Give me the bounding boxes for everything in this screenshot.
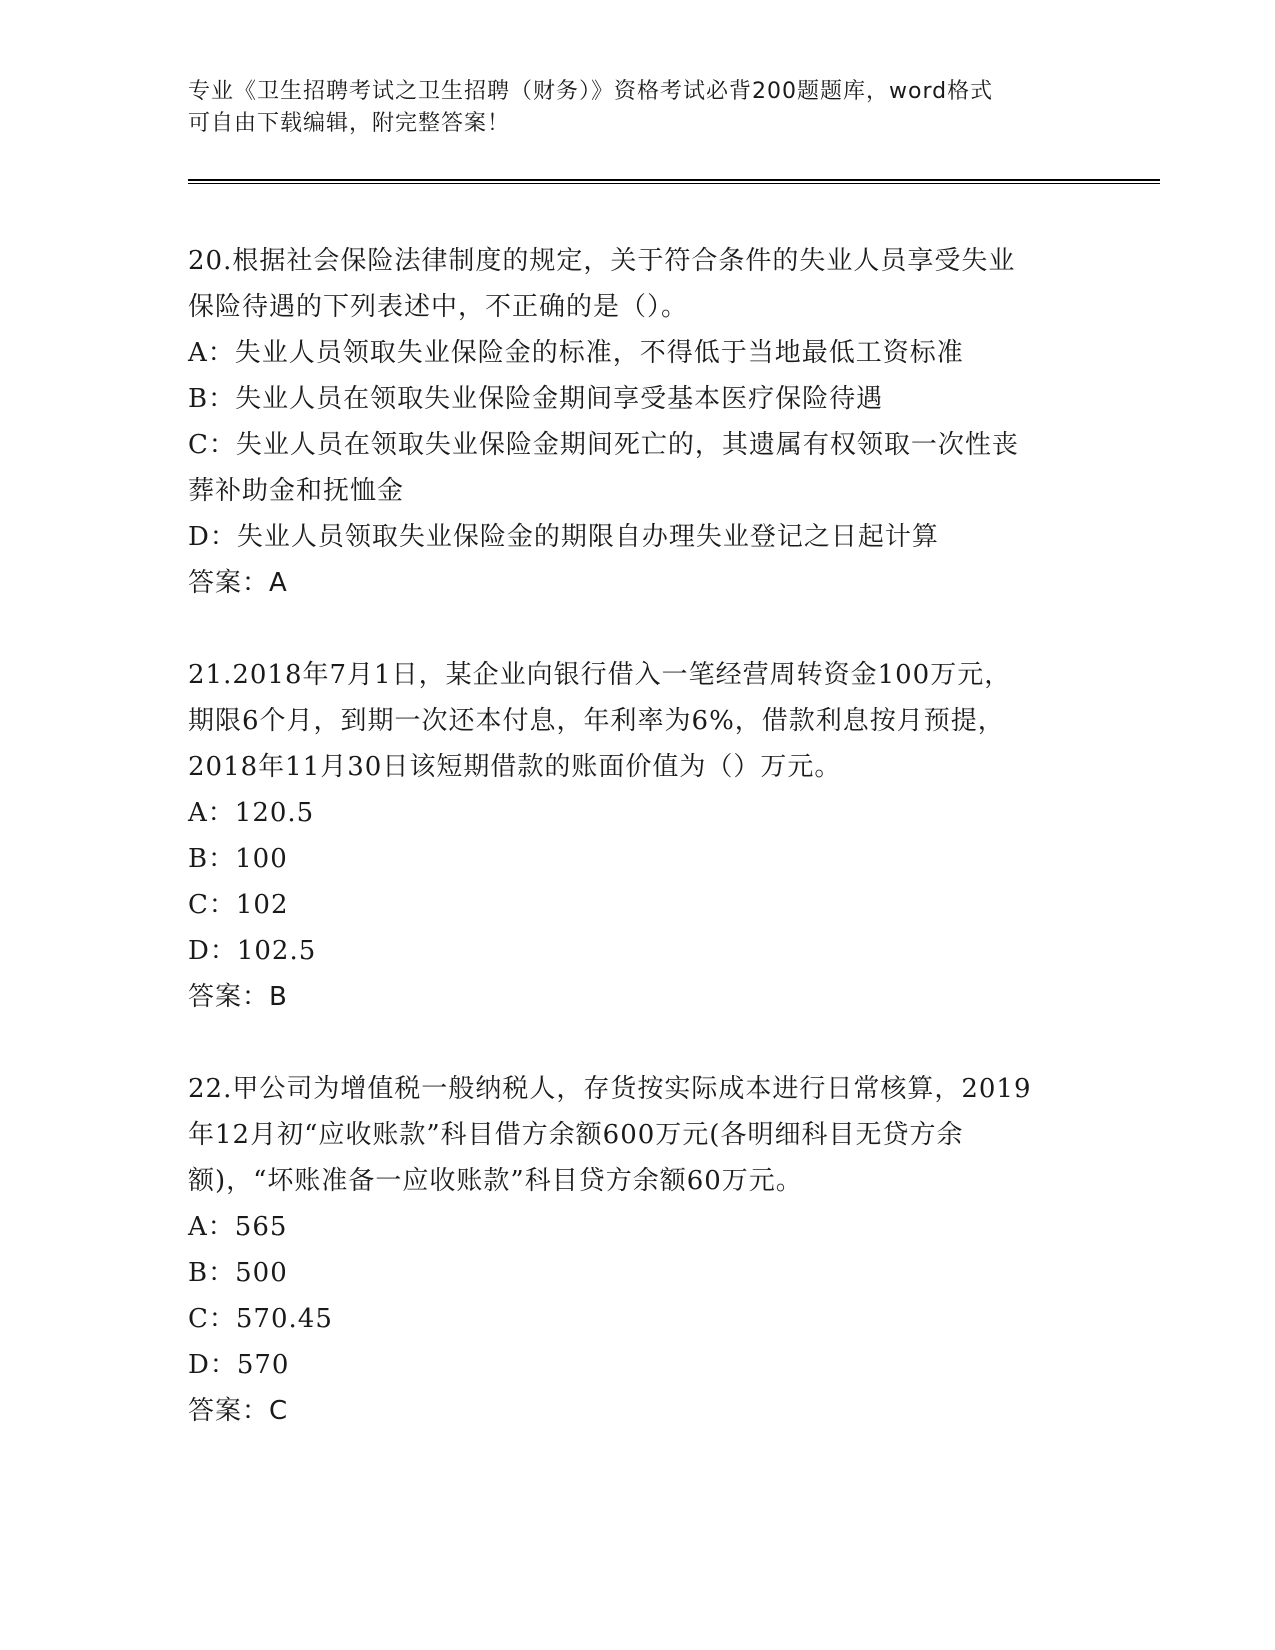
option-b: B：失业人员在领取失业保险金期间享受基本医疗保险待遇 bbox=[188, 384, 884, 414]
header-line-1: 专业《卫生招聘考试之卫生招聘（财务）》资格考试必背200题题库，word格式 bbox=[188, 79, 994, 104]
question-stem-line: 保险待遇的下列表述中，不正确的是（）。 bbox=[188, 292, 689, 322]
question-stem-line: 21.2018年7月1日，某企业向银行借入一笔经营周转资金100万元， bbox=[188, 660, 1012, 690]
option-a: A：120.5 bbox=[188, 798, 315, 828]
header-divider bbox=[188, 179, 1160, 184]
option-b: B：500 bbox=[188, 1258, 288, 1288]
question-20 bbox=[188, 238, 1088, 606]
option-d: D：570 bbox=[188, 1350, 290, 1380]
option-c: C：102 bbox=[188, 890, 289, 920]
option-c-continued: 葬补助金和抚恤金 bbox=[188, 476, 405, 506]
option-c: C：失业人员在领取失业保险金期间死亡的，其遗属有权领取一次性丧 bbox=[188, 430, 1019, 460]
question-stem-line: 2018年11月30日该短期借款的账面价值为（）万元。 bbox=[188, 752, 842, 782]
option-a: A：565 bbox=[188, 1212, 288, 1242]
question-stem-line: 20.根据社会保险法律制度的规定，关于符合条件的失业人员享受失业 bbox=[188, 246, 1016, 276]
answer-label: 答案：C bbox=[188, 1396, 289, 1426]
header-line-2: 可自由下载编辑，附完整答案！ bbox=[188, 111, 511, 136]
question-stem-line: 期限6个月，到期一次还本付息，年利率为6%，借款利息按月预提， bbox=[188, 706, 1005, 736]
question-stem-line: 额)，“坏账准备一应收账款”科目贷方余额60万元。 bbox=[188, 1166, 803, 1196]
option-c: C：570.45 bbox=[188, 1304, 333, 1334]
question-stem-line: 22.甲公司为增值税一般纳税人，存货按实际成本进行日常核算，2019 bbox=[188, 1074, 1032, 1104]
question-list bbox=[188, 238, 1088, 1434]
question-stem-line: 年12月初“应收账款”科目借方余额600万元(各明细科目无贷方余 bbox=[188, 1120, 964, 1150]
question-22 bbox=[188, 1066, 1088, 1434]
option-d: D：失业人员领取失业保险金的期限自办理失业登记之日起计算 bbox=[188, 522, 939, 552]
question-21 bbox=[188, 652, 1088, 1020]
option-d: D：102.5 bbox=[188, 936, 317, 966]
document-header bbox=[188, 76, 1088, 140]
answer-label: 答案：B bbox=[188, 982, 288, 1012]
option-a: A：失业人员领取失业保险金的标准，不得低于当地最低工资标准 bbox=[188, 338, 964, 368]
option-b: B：100 bbox=[188, 844, 288, 874]
answer-label: 答案：A bbox=[188, 568, 288, 598]
